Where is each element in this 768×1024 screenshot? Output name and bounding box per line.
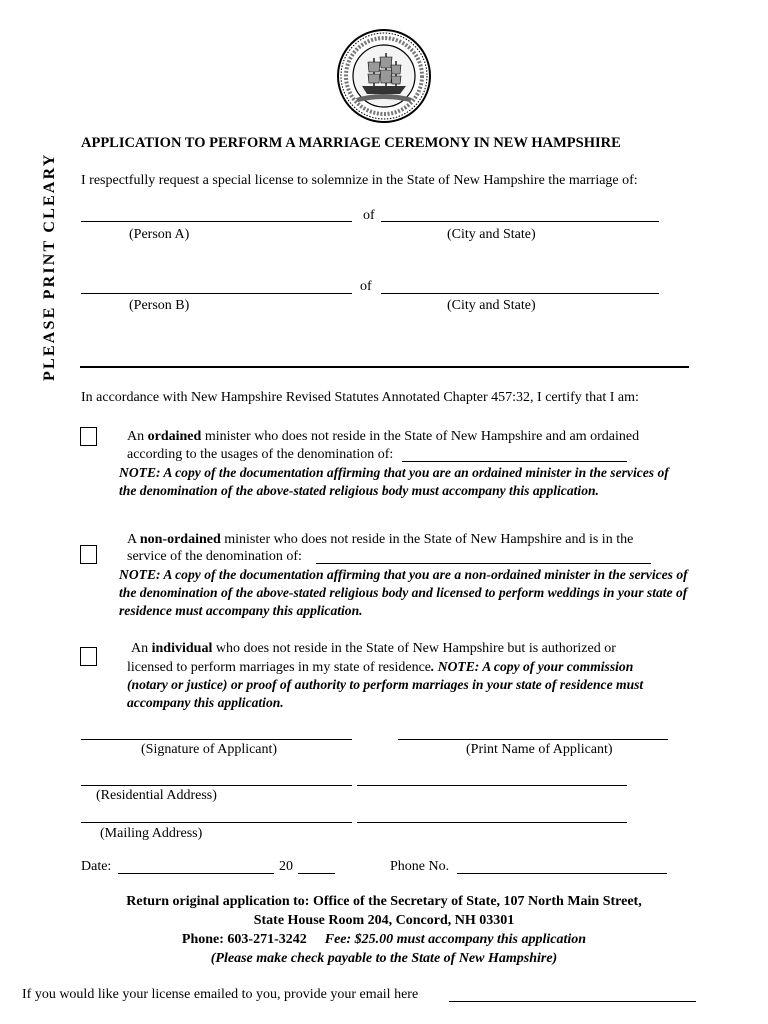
phone-field[interactable] [457, 873, 667, 874]
non-ordained-pre: A [127, 532, 140, 547]
ordained-note: NOTE: A copy of the documentation affirming that you are an ordained minister in the services of the denomination of the above-stated religious body must accompany this application. [119, 465, 669, 498]
phone-label: Phone No. [390, 859, 450, 874]
residential-address-field-2[interactable] [357, 785, 627, 786]
individual-note: (notary or justice) or proof of authority to perform marriages in your state of residence must accompany this application. [127, 677, 644, 710]
certify-statement: In accordance with New Hampshire Revised Statutes Annotated Chapter 457:32, I certify that I am: [81, 390, 639, 405]
person-b-label: (Person B) [129, 298, 190, 313]
signature-field[interactable] [81, 739, 352, 740]
intro-text: I respectfully request a special license to solemnize in the State of New Hampshire the marriage of: [81, 173, 638, 188]
mailing-address-label: (Mailing Address) [100, 826, 203, 841]
ordained-option-text [127, 428, 697, 445]
email-field[interactable] [449, 1001, 696, 1002]
phone-fee-line [0, 930, 768, 949]
year-prefix: 20 [279, 859, 293, 874]
print-name-label: (Print Name of Applicant) [466, 742, 613, 757]
ordained-post: minister who does not reside in the State of New Hampshire and am ordained [201, 429, 640, 444]
person-a-label: (Person A) [129, 227, 190, 242]
individual-checkbox[interactable] [80, 647, 97, 666]
office-phone: Phone: 603-271-3242 [181, 932, 307, 947]
date-label: Date: [81, 859, 112, 874]
non-ordained-denomination-label: service of the denomination of: [127, 549, 302, 564]
person-a-field[interactable] [81, 221, 352, 222]
residential-address-field-1[interactable] [81, 785, 352, 786]
ordained-checkbox[interactable] [80, 427, 97, 446]
individual-option-text [131, 640, 701, 657]
residential-address-label: (Residential Address) [96, 788, 217, 803]
please-print-clearly-label: PLEASE PRINT CLEARY [41, 152, 58, 381]
city-state-label-b: (City and State) [447, 298, 536, 313]
state-seal-image [336, 28, 432, 124]
section-divider [80, 366, 689, 368]
non-ordained-post: minister who does not reside in the State of New Hampshire and is in the [220, 532, 634, 547]
individual-note-start: . NOTE: A copy of your commission [431, 659, 634, 674]
non-ordained-option-text [127, 531, 697, 548]
print-name-field[interactable] [398, 739, 668, 740]
ordained-keyword: ordained [147, 429, 202, 444]
person-a-city-state-field[interactable] [381, 221, 659, 222]
ordained-pre: An [127, 429, 148, 444]
individual-pre: An [131, 641, 152, 656]
individual-license-text: licensed to perform marriages in my state of residence [127, 660, 431, 675]
ordained-denomination-label: according to the usages of the denomination of: [127, 447, 394, 462]
form-title: APPLICATION TO PERFORM A MARRIAGE CEREMONY IN NEW HAMPSHIRE [81, 135, 621, 151]
year-field[interactable] [298, 873, 335, 874]
email-prompt: If you would like your license emailed to you, provide your email here [22, 987, 419, 1002]
mailing-address-field-2[interactable] [357, 822, 627, 823]
non-ordained-keyword: non-ordained [139, 532, 221, 547]
ordained-denomination-field[interactable] [402, 461, 627, 462]
date-field[interactable] [118, 873, 274, 874]
return-address-line2: State House Room 204, Concord, NH 03301 [253, 913, 515, 928]
person-b-city-state-field[interactable] [381, 293, 659, 294]
non-ordained-note: NOTE: A copy of the documentation affirming that you are a non-ordained minister in the services of the denomination of the above-stated religious body and licensed to perform weddings in your state of residence must accompany this application. [119, 567, 688, 618]
individual-line2 [127, 658, 702, 676]
person-b-field[interactable] [81, 293, 352, 294]
of-label-a: of [363, 208, 375, 223]
return-address-line1: Return original application to: Office of the Secretary of State, 107 North Main Street, [126, 894, 642, 909]
non-ordained-denomination-field[interactable] [316, 563, 651, 564]
non-ordained-checkbox[interactable] [80, 545, 97, 564]
city-state-label-a: (City and State) [447, 227, 536, 242]
signature-label: (Signature of Applicant) [141, 742, 278, 757]
fee-note: Fee: $25.00 must accompany this application [324, 932, 587, 947]
individual-post: who does not reside in the State of New Hampshire but is authorized or [212, 641, 616, 656]
individual-keyword: individual [151, 641, 213, 656]
check-payable-line: (Please make check payable to the State of New Hampshire) [210, 951, 558, 966]
mailing-address-field-1[interactable] [81, 822, 352, 823]
of-label-b: of [360, 279, 372, 294]
